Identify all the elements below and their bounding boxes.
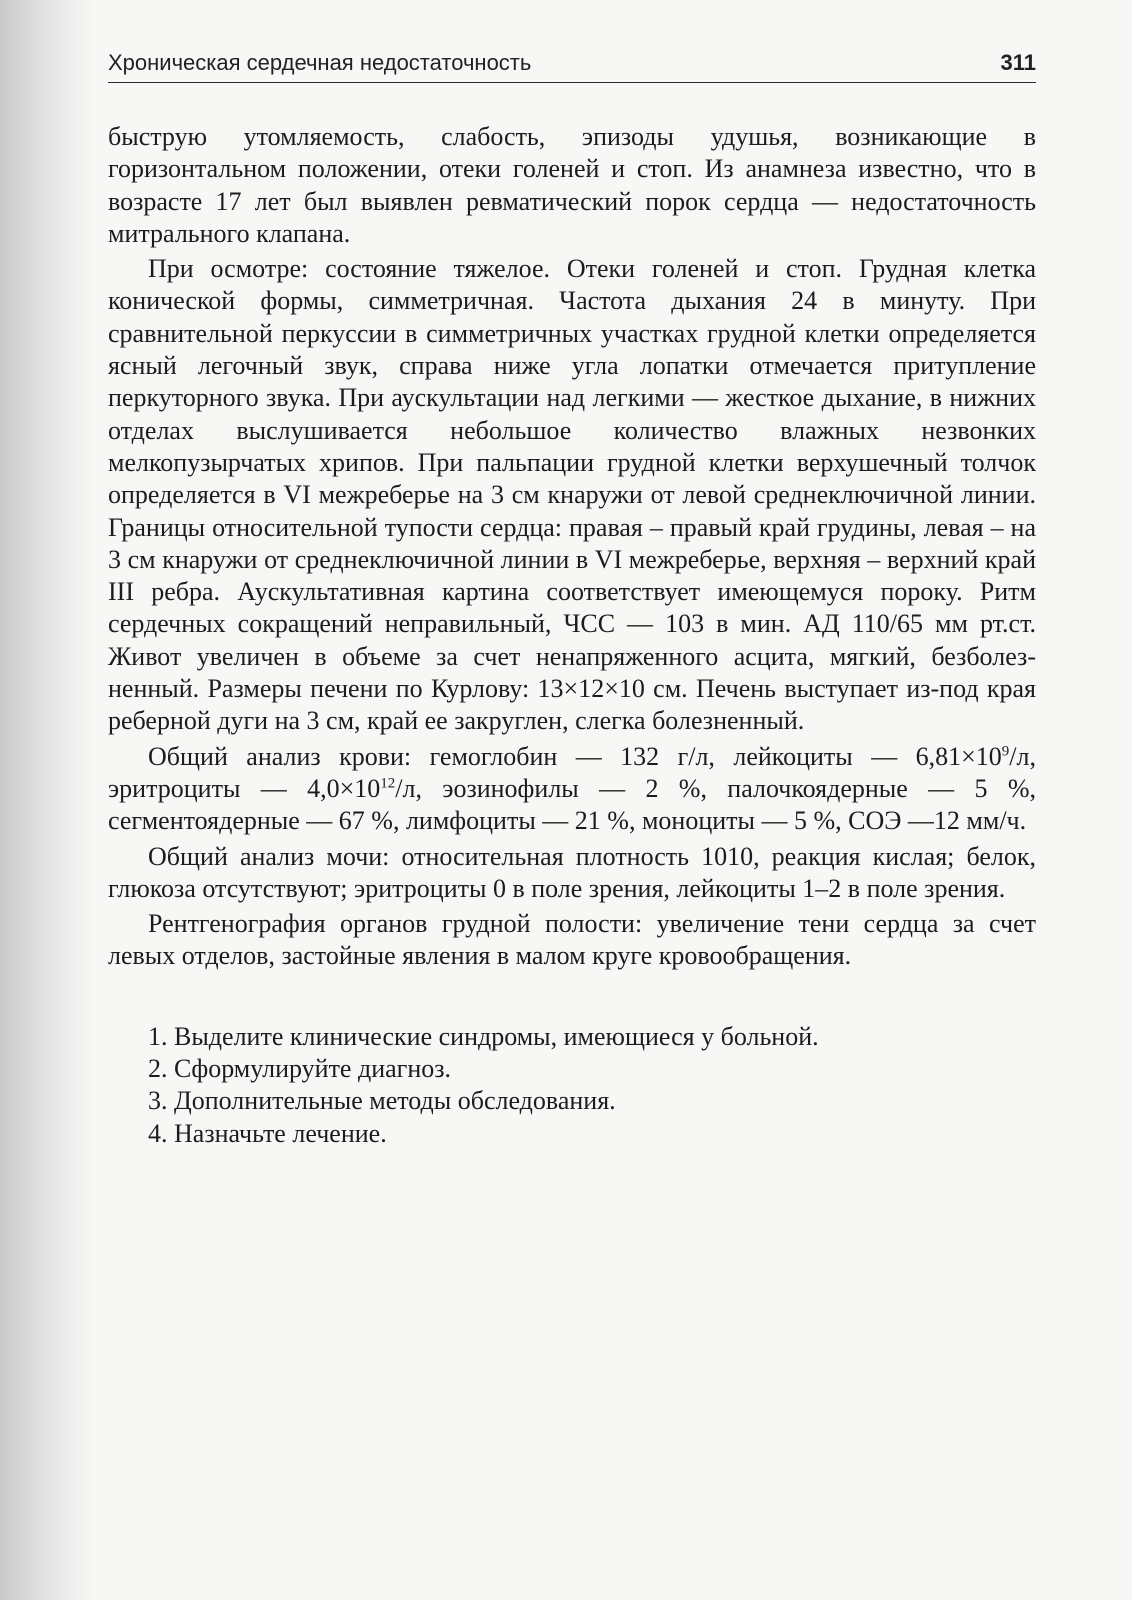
binding-gutter-shadow [0,0,95,1600]
blood-test-exponent-1: 9 [1001,742,1010,759]
page-number: 311 [1000,50,1036,75]
question-item: 1. Выделите клинические синдромы, имеющиеся у больной. [148,1021,819,1051]
paragraph-urine-test: Общий анализ мочи: относительная плотность 1010, реакция кислая; белок, глюкоза отсутствуют; эритроциты 0 в поле зрения, лейкоциты 1–2 в поле зрения. [108,841,1036,903]
question-item: 2. Сформулируйте диагноз. [148,1054,451,1084]
running-header [108,48,1036,83]
paragraph-complaints-history: быструю утомляемость, слабость, эпизоды удушья, возникающие в горизонтальном положении, отеки голеней и стоп. Из анамнеза известно, что в возрасте 17 лет был выявлен ревматический порок сердца — недостаточность митрального клапана. [108,122,1036,248]
questions-list [108,1021,1036,1150]
body-text [108,121,1036,973]
blood-test-text-1: Общий анализ крови: гемоглобин — 132 г/л, лейкоциты — 6,81×10 [148,741,1002,771]
paragraph-blood-test [108,741,1036,838]
paragraph-xray: Рентгенография органов грудной полости: увеличение тени сердца за счет левых отделов, застойные явления в малом круге кровообращения. [108,909,1036,971]
blood-test-exponent-2: 12 [380,775,396,792]
paragraph-examination: При осмотре: состояние тяжелое. Отеки голеней и стоп. Грудная клетка конической формы, симметричная. Частота дыхания 24 в минуту. При сравнительной перкуссии в симметричных участках грудной клетки определяется ясный легочный звук, справа ниже угла лопатки отмечается притупление перкуторного звука. При аускультации над легкими — жесткое дыхание, в нижних отделах выслушивается небольшое количество влажных незвонких мелкопузырчатых хрипов. При пальпации грудной клетки верхушечный толчок определяется в VI межреберье на 3 см кнаружи от левой среднеключичной линии. Границы относительной тупости сердца: правая – правый край грудины, левая – на 3 см кнаружи от среднеключичной линии в VI межреберье, верхняя – верхний край III ребра. Аускультативная картина соответствует имеющемуся пороку. Ритм сердечных сокращений неправильный, ЧСС — 103 в мин. АД 110/65 мм рт.ст. Живот увеличен в объеме за счет ненапряженного асцита, мягкий, безболезненный. Размеры печени по Курлову: 13×12×10 см. Печень выступает из-под края реберной дуги на 3 см, край ее закруглен, слегка болезненный. [108,254,1036,736]
question-item: 4. Назначьте лечение. [148,1118,387,1148]
blood-test-text-2: /л, эритроциты — 4,0×10 [108,741,1036,803]
blood-test-text-3: /л, эозинофилы — 2 %, палочкоядерные — 5 %, сегментоядерные — 67 %, лимфоциты — 21 %, моноциты — 5 %, СОЭ —12 мм/ч. [108,773,1036,836]
document-page [108,48,1036,1150]
question-item: 3. Дополнительные методы обследования. [148,1086,616,1116]
running-title: Хроническая сердечная недостаточность [108,50,532,75]
